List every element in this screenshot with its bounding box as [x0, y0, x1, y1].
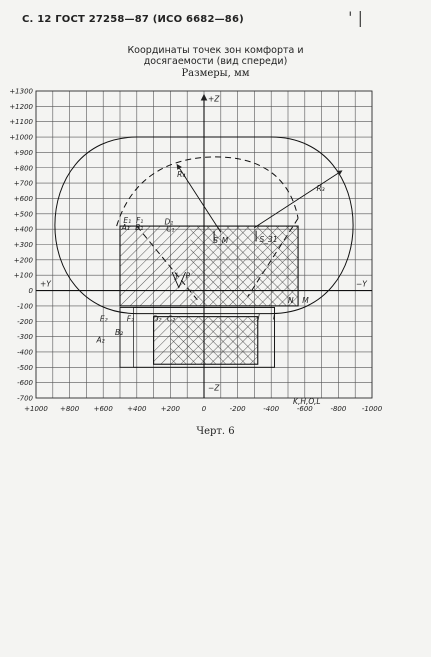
x-tick-label: +200: [160, 405, 181, 413]
y-tick-label: +1300: [9, 87, 33, 96]
comfort-zone-upper-crosshatch: [191, 226, 299, 306]
page-header: С. 12 ГОСТ 27258—87 (ИСО 6682—86): [22, 14, 244, 25]
y-tick-label: +1000: [9, 133, 33, 142]
units-label: Размеры, мм: [181, 68, 250, 79]
point-label: F₁: [135, 216, 144, 226]
figure-caption: Черт. 6: [196, 426, 235, 437]
point-label: S_31: [259, 235, 278, 245]
point-label: A₂: [96, 335, 105, 345]
y-tick-label: -300: [17, 333, 33, 342]
y-tick-label: +600: [13, 194, 33, 203]
point-label: E₁: [123, 216, 132, 226]
point-label: P: [185, 271, 191, 281]
point-label: C₁: [166, 224, 175, 234]
y-tick-label: +100: [13, 271, 33, 280]
x-tick-label: -800: [330, 405, 347, 413]
y-tick-label: +400: [13, 225, 33, 234]
x-tick-label: -200: [229, 405, 246, 413]
point-label: E₂: [99, 314, 108, 324]
y-tick-label: +800: [13, 164, 33, 173]
y-tick-label: -100: [17, 302, 33, 311]
title-line-2: досягаемости (вид спереди): [143, 56, 288, 67]
y-tick-label: -200: [17, 317, 33, 326]
x-tick-label: +600: [93, 405, 113, 413]
point-label: S_M: [213, 235, 229, 245]
x-tick-label: +400: [127, 405, 147, 413]
point-label: M: [302, 295, 309, 305]
x-tick-label: +800: [59, 405, 80, 413]
y-tick-label: -700: [17, 394, 33, 403]
y-tick-label: -500: [17, 363, 33, 372]
corner-marks: ' |: [348, 8, 363, 27]
x-tick-label: -600: [296, 405, 313, 413]
y-axis-left-label: +Y: [40, 279, 51, 289]
point-label: J: [175, 271, 178, 281]
point-label: R₄: [177, 169, 186, 179]
y-tick-label: -600: [17, 379, 33, 388]
y-tick-label: +700: [13, 179, 33, 188]
point-label: N: [288, 295, 294, 305]
y-tick-label: +900: [13, 148, 33, 157]
x-tick-label: 0: [201, 405, 207, 413]
y-axis-right-label: −Y: [356, 279, 367, 289]
y-tick-label: +1200: [9, 102, 33, 111]
y-tick-label: 0: [28, 287, 33, 296]
title-line-1: Координаты точек зон комфорта и: [127, 45, 304, 56]
point-label: A₁: [121, 222, 130, 232]
point-label: K,H,O,L: [293, 397, 321, 407]
point-label: D₂: [152, 314, 162, 324]
comfort-zone-lower-crosshatch: [170, 317, 257, 365]
point-label: D₁: [164, 217, 174, 227]
point-label: C₂: [167, 314, 176, 324]
point-label: B₂: [114, 328, 124, 338]
y-tick-label: +200: [13, 256, 33, 265]
point-label: F₂: [126, 314, 135, 324]
x-tick-label: -1000: [361, 405, 383, 413]
z-axis-label: +Z: [208, 94, 220, 104]
point-label: I: [272, 312, 276, 322]
comfort-arc-dashed: [117, 157, 298, 226]
y-tick-label: -400: [17, 348, 33, 357]
z-axis-bottom-label: −Z: [208, 383, 220, 393]
point-label: B₁: [135, 222, 144, 232]
y-tick-label: +1100: [9, 118, 33, 127]
x-tick-label: -400: [263, 405, 280, 413]
x-tick-label: +1000: [24, 405, 48, 413]
y-tick-label: +500: [13, 210, 33, 219]
y-tick-label: +300: [13, 241, 33, 249]
point-label: R₃: [316, 183, 325, 193]
point-label: J: [257, 312, 260, 322]
